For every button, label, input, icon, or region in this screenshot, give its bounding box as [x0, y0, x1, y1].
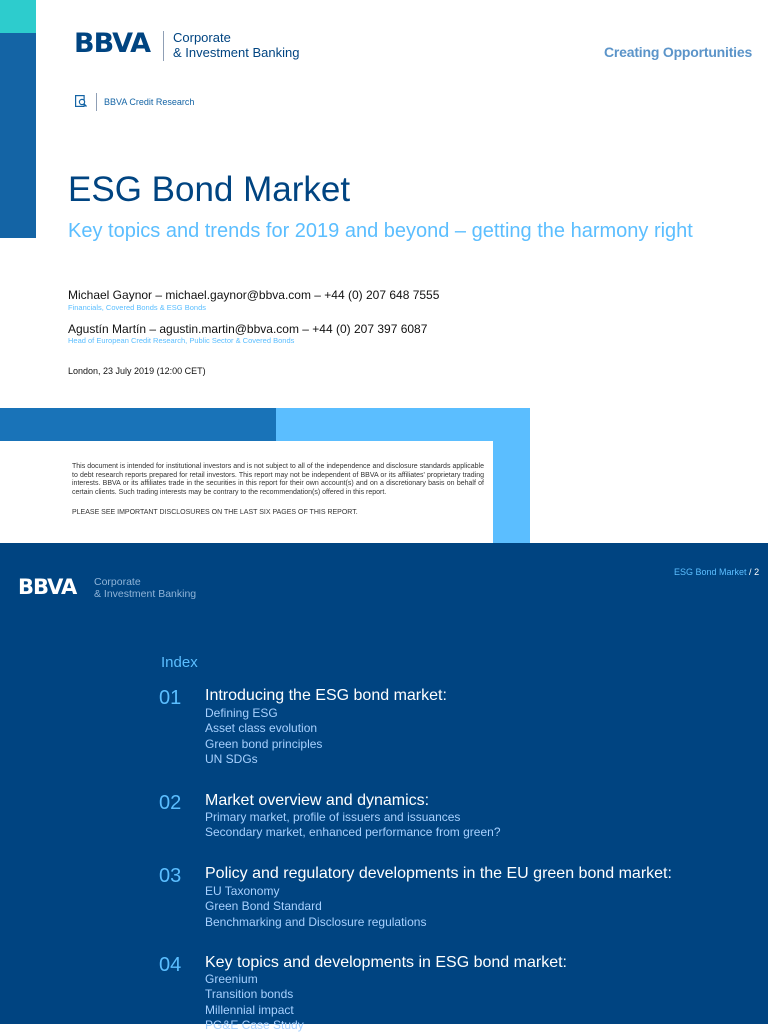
section-title: Market overview and dynamics:	[205, 792, 430, 809]
section-number: 04	[159, 954, 182, 976]
author-line: Agustín Martín – agustin.martin@bbva.com – +44 (0) 207 397 6087	[68, 322, 428, 336]
section-number: 02	[159, 792, 182, 814]
running-header	[674, 567, 759, 577]
index-item: EU Taxonomy	[205, 884, 280, 898]
author-role: Head of European Credit Research, Public Sector & Covered Bonds	[68, 336, 295, 345]
index-item: Transition bonds	[205, 987, 294, 1002]
index-item: Benchmarking and Disclosure regulations	[205, 914, 427, 929]
logo-sub-line-2: & Investment Banking	[173, 45, 300, 60]
section-number: 01	[159, 687, 182, 709]
bbva-logo: BBVA	[18, 575, 77, 599]
index-item: Millennial impact	[205, 1002, 294, 1017]
author-line: Michael Gaynor – michael.gaynor@bbva.com – +44 (0) 207 648 7555	[68, 288, 440, 302]
logo-sub-line-1: Corporate	[173, 30, 231, 45]
tagline: Creating Opportunities	[604, 44, 753, 60]
document-subtitle: Key topics and trends for 2019 and beyond – getting the harmony right	[68, 220, 693, 242]
section-items	[205, 884, 426, 930]
section-items	[205, 706, 322, 768]
section-title: Policy and regulatory developments in the EU green bond market:	[205, 865, 672, 882]
index-heading: Index	[161, 654, 198, 671]
document-title: ESG Bond Market	[68, 170, 351, 209]
disclaimer-text: This document is intended for institutional investors and is not subject to all of the independence and disclosure standards applicable to debt research reports prepared for retail investors. This report may not be independent of BBVA or its affiliates' proprietary trading interests. BBVA or its affiliates trade in the securities in this report for their own account(s) and on a discretionary basis on behalf of certain clients. Such trading interests may be contrary to the recommendation(s) offered in this report.	[72, 463, 484, 496]
logo-subtitle	[173, 30, 299, 60]
bbva-logo: BBVA	[74, 28, 151, 59]
research-label: BBVA Credit Research	[104, 97, 195, 107]
disclosure-notice: PLEASE SEE IMPORTANT DISCLOSURES ON THE LAST SIX PAGES OF THIS REPORT.	[72, 509, 358, 516]
research-divider	[96, 93, 97, 111]
index-item: Primary market, profile of issuers and issuances	[205, 810, 461, 824]
section-items	[205, 810, 501, 841]
logo-subtitle	[94, 576, 196, 600]
index-item: Secondary market, enhanced performance from green?	[205, 825, 501, 840]
index-item: UN SDGs	[205, 752, 258, 767]
teal-accent-bar	[0, 0, 36, 33]
index-item: Defining ESG	[205, 706, 278, 720]
dateline: London, 23 July 2019 (12:00 CET)	[68, 366, 206, 376]
index-item: Green Bond Standard	[205, 899, 322, 914]
magnifier-document-icon	[75, 95, 87, 107]
section-title: Introducing the ESG bond market:	[205, 687, 447, 704]
section-title: Key topics and developments in ESG bond market:	[205, 954, 567, 971]
section-items	[205, 972, 304, 1034]
page-number: 2	[754, 567, 760, 577]
index-item: Asset class evolution	[205, 721, 318, 736]
logo-divider	[163, 31, 164, 61]
index-page	[0, 543, 768, 1033]
logo-sub-line-1: Corporate	[94, 576, 141, 588]
section-number: 03	[159, 865, 182, 887]
index-item: PG&E Case Study	[205, 1018, 304, 1033]
index-item: Greenium	[205, 972, 258, 986]
dark-blue-band	[0, 408, 278, 441]
author-role: Financials, Covered Bonds & ESG Bonds	[68, 303, 206, 312]
blue-accent-bar	[0, 33, 36, 238]
page-separator: /	[746, 567, 755, 577]
running-title: ESG Bond Market	[674, 567, 747, 577]
logo-sub-line-2: & Investment Banking	[94, 588, 197, 600]
index-item: Green bond principles	[205, 736, 323, 751]
